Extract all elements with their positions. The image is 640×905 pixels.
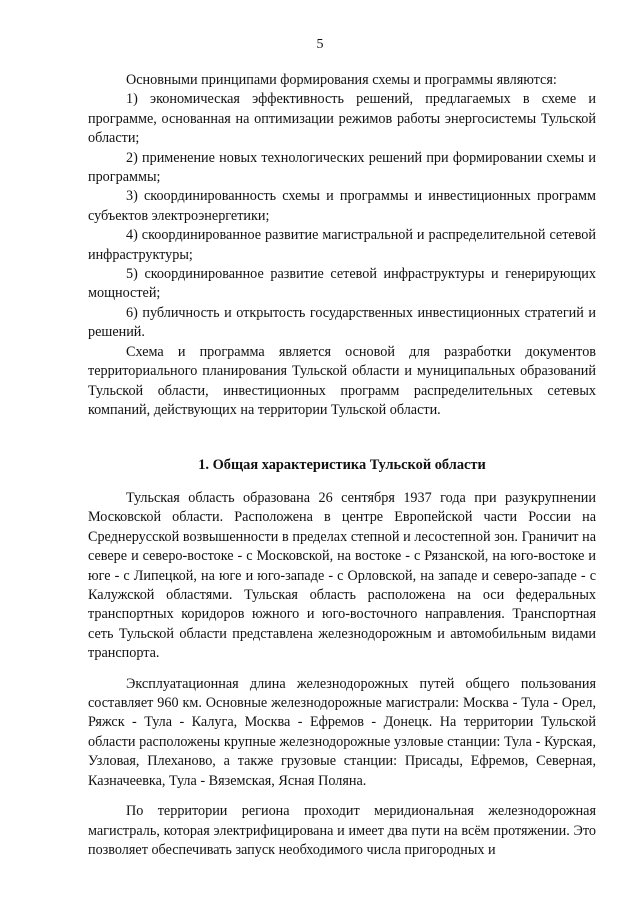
principle-item: 4) скоординированное развитие магистральной и распределительной сетевой инфраструктуры;: [88, 227, 596, 263]
principles-closing: Схема и программа является основой для разработки документов территориального планирования Тульской области и муниципальных образований Тульской области, инвестиционных программ распределительных сетевых компаний, действующих на территории Тульской области.: [88, 343, 596, 418]
principle-item: 1) экономическая эффективность решений, предлагаемых в схеме и программе, основанная на оптимизации режимов работы энергосистемы Тульской области;: [88, 91, 596, 147]
section-heading: 1. Общая характеристика Тульской области: [198, 457, 486, 473]
section-paragraph: Тульская область образована 26 сентября 1937 года при разукрупнении Московской области. Расположена в центре Европейской части России на Среднерусской возвышенности в пределах степной и лесостепной зон. Граничит на севере и северо-востоке - с Московской, на востоке - с Рязанской, на юго-востоке и юге - с Липецкой, на юге и юго-западе - с Орловской, на западе и северо-западе - с Калужской областями. Тульская область расположена на оси федеральных транспортных коридоров южного и юго-восточного направления. Транспортная сеть Тульской области представлена железнодорожным и автомобильным видами транспорта.: [88, 490, 596, 662]
principle-item: 3) скоординированность схемы и программы и инвестиционных программ субъектов электроэнергетики;: [88, 188, 596, 224]
section-body: [88, 489, 596, 860]
section-paragraph: Эксплуатационная длина железнодорожных путей общего пользования составляет 960 км. Основные железнодорожные магистрали: Москва - Тула - Орел, Ряжск - Тула - Калуга, Москва - Ефремов - Донецк. На территории Тульской области расположены крупные железнодорожные узловые станции: Тула - Курская, Узловая, Плеханово, а также грузовые станции: Присады, Ефремов, Северная, Казначеевка, Тула - Вяземская, Ясная Поляна.: [88, 675, 596, 789]
principles-intro: Основными принципами формирования схемы и программы являются:: [126, 72, 557, 88]
page-number: 5: [316, 37, 324, 52]
section-paragraph: По территории региона проходит меридиональная железнодорожная магистраль, которая электрифицирована и имеет два пути на всём протяжении. Это позволяет обеспечивать запуск необходимого числа пригородных и: [88, 803, 596, 858]
principle-item: 2) применение новых технологических решений при формировании схемы и программы;: [88, 149, 596, 186]
principle-item: 5) скоординированное развитие сетевой инфраструктуры и генерирующих мощностей;: [88, 266, 596, 302]
principles-block: [88, 71, 596, 420]
principle-item: 6) публичность и открытость государственных инвестиционных стратегий и решений.: [88, 304, 596, 341]
